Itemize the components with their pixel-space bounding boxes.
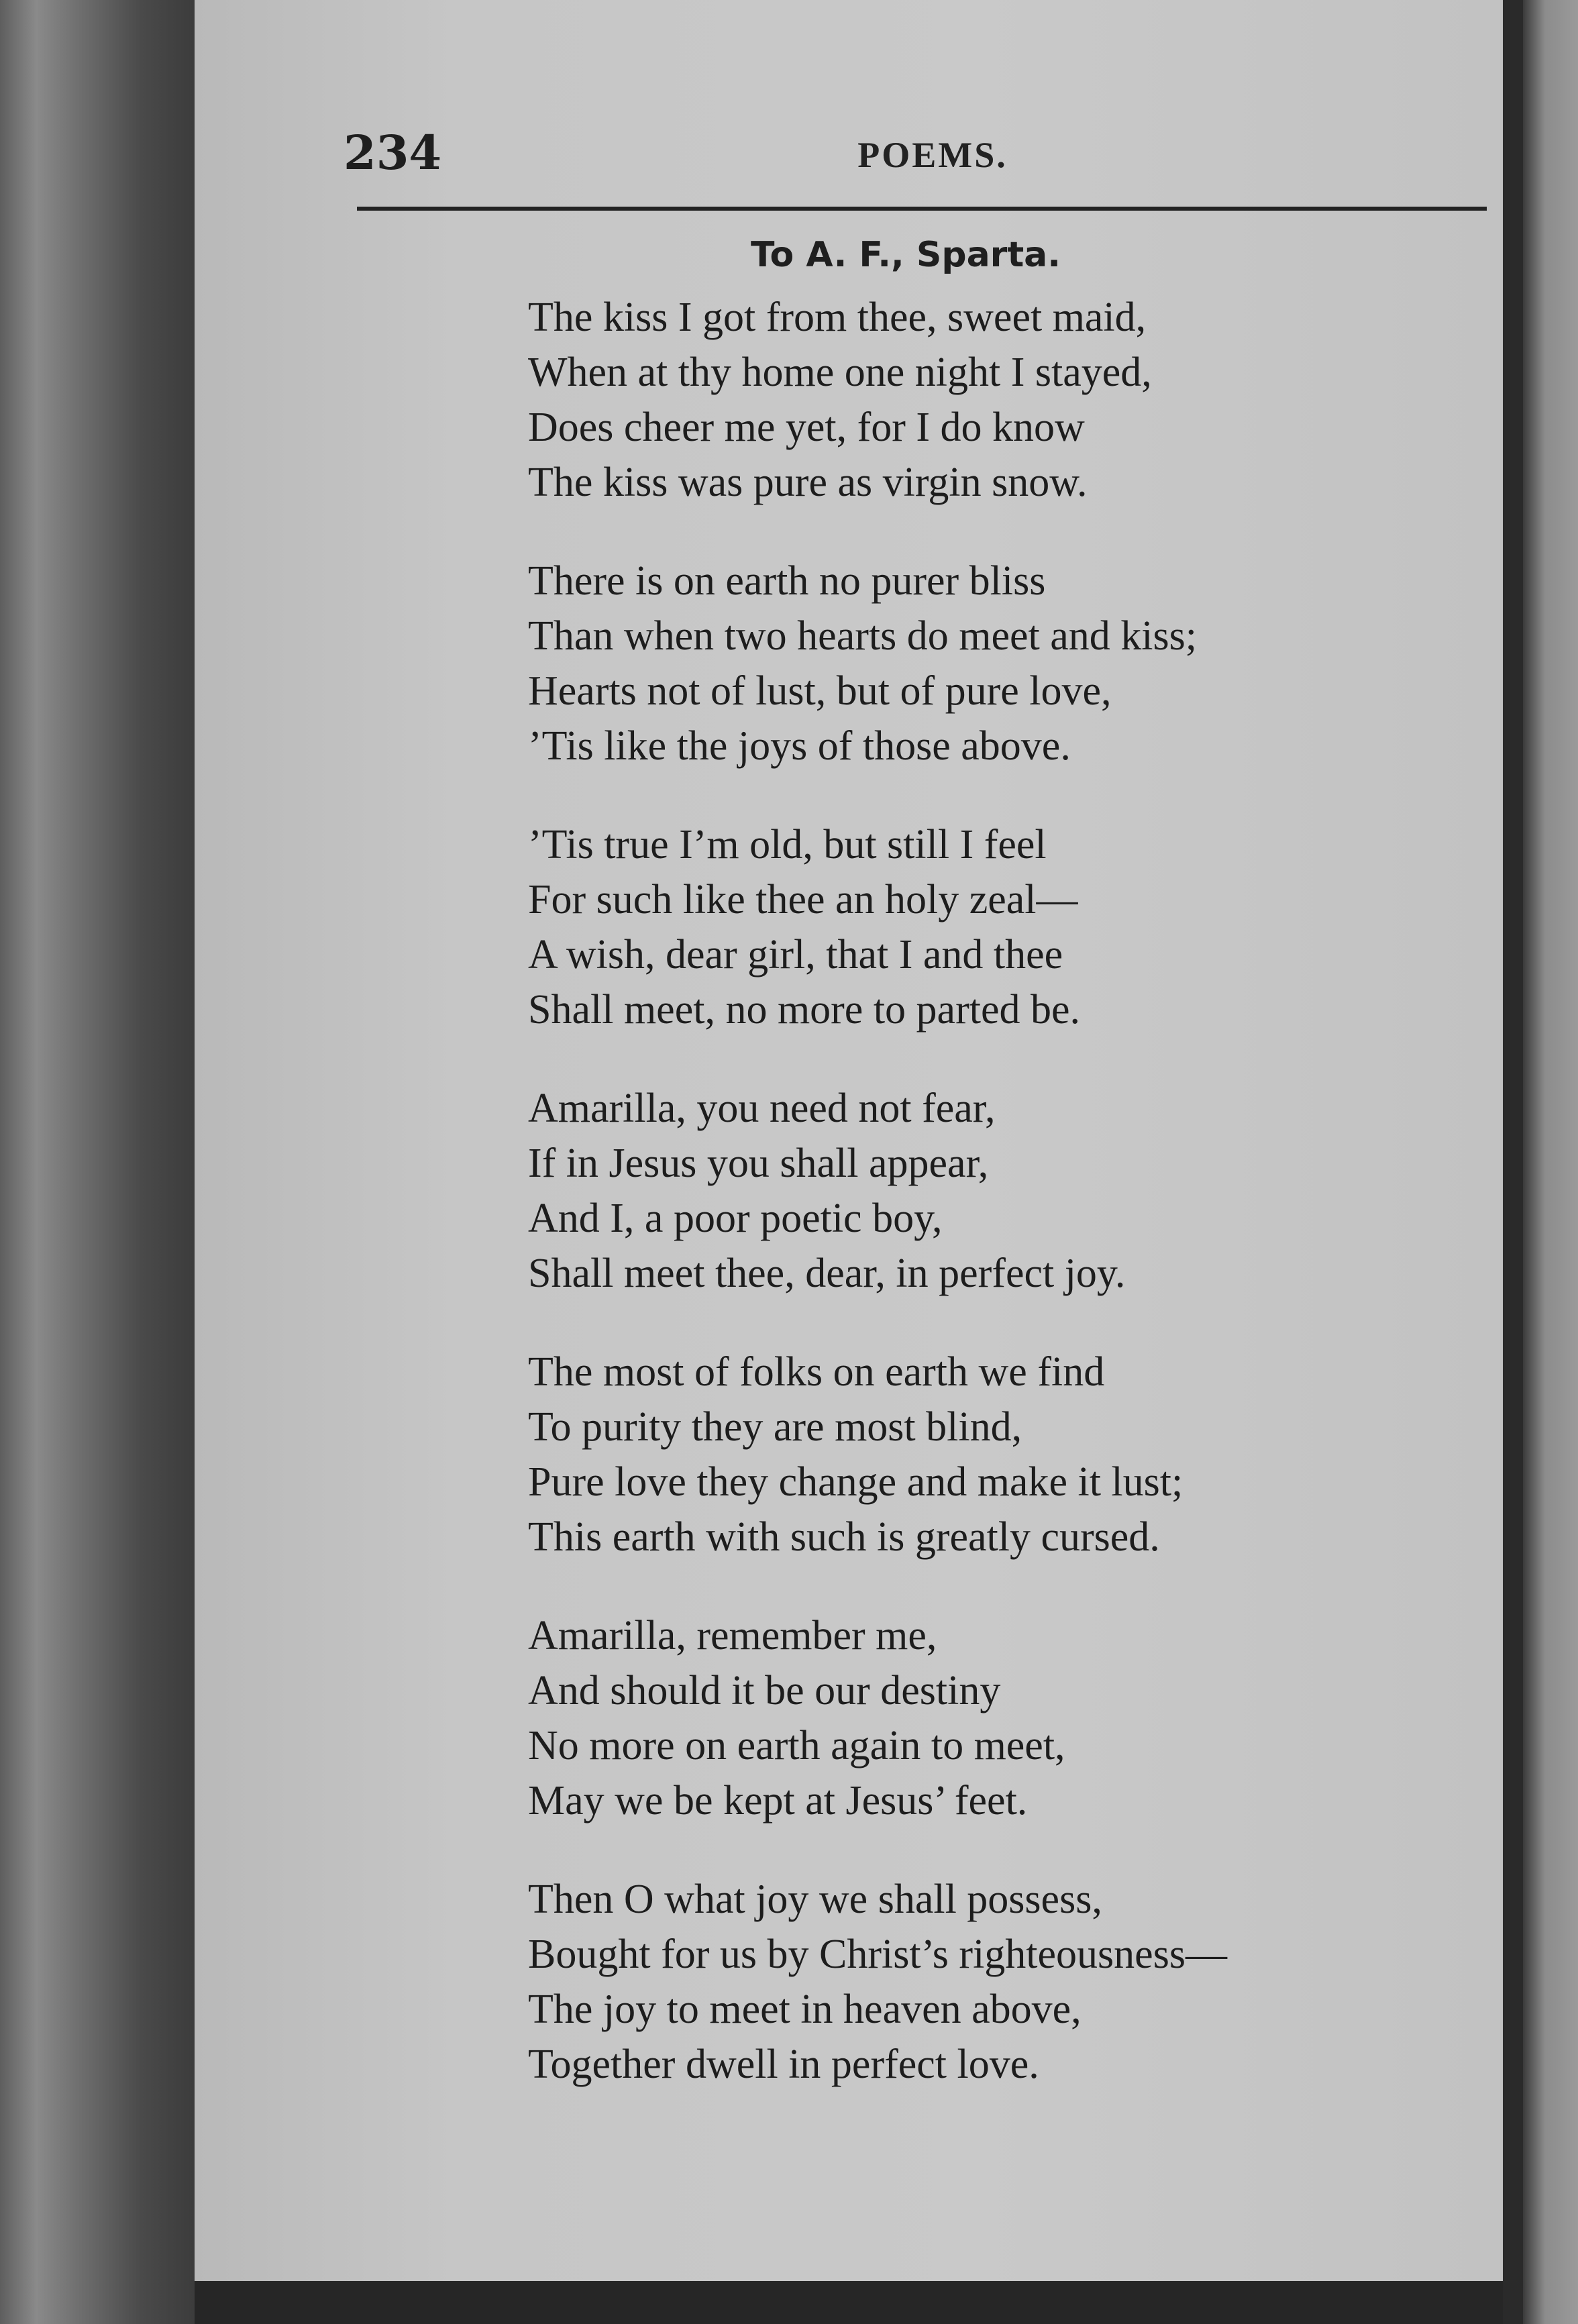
running-head: POEMS. — [857, 135, 1008, 175]
stanza — [528, 817, 1400, 1037]
book-spine-shadow — [0, 0, 201, 2324]
stanza — [528, 1872, 1400, 2092]
stanza — [528, 553, 1400, 774]
poem-line: For such like thee an holy zeal— — [528, 877, 1078, 922]
poem-line: No more on earth again to meet, — [528, 1723, 1065, 1768]
poem-title: To A. F., Sparta. — [750, 235, 1061, 275]
poem-line: The most of folks on earth we find — [528, 1349, 1105, 1395]
poem-line: There is on earth no purer bliss — [528, 558, 1046, 604]
poem-line: Then O what joy we shall possess, — [528, 1877, 1102, 1922]
poem-line: To purity they are most blind, — [528, 1404, 1022, 1450]
stanza — [528, 1081, 1400, 1301]
poem-line: The joy to meet in heaven above, — [528, 1987, 1082, 2032]
poem-line: May we be kept at Jesus’ feet. — [528, 1778, 1028, 1824]
poem-line: Than when two hearts do meet and kiss; — [528, 613, 1197, 659]
poem-line: Amarilla, remember me, — [528, 1613, 937, 1658]
stanza — [528, 1608, 1400, 1828]
poem-line: A wish, dear girl, that I and thee — [528, 932, 1063, 978]
poem-line: Pure love they change and make it lust; — [528, 1459, 1184, 1505]
page-bottom-edge — [195, 2281, 1503, 2324]
poem-line: The kiss was pure as virgin snow. — [528, 460, 1088, 505]
poem-line: Together dwell in perfect love. — [528, 2042, 1039, 2087]
adjacent-page-edge — [1503, 0, 1578, 2324]
poem-line: When at thy home one night I stayed, — [528, 350, 1152, 395]
poem-line: And should it be our destiny — [528, 1668, 1001, 1713]
poem-line: Hearts not of lust, but of pure love, — [528, 668, 1112, 714]
poem-line: Shall meet, no more to parted be. — [528, 987, 1080, 1033]
poem-line: This earth with such is greatly cursed. — [528, 1514, 1160, 1560]
poem-line: The kiss I got from thee, sweet maid, — [528, 295, 1147, 340]
poem-line: Amarilla, you need not fear, — [528, 1086, 996, 1131]
poem-line: And I, a poor poetic boy, — [528, 1196, 943, 1241]
poem-body — [528, 290, 1400, 2135]
stanza — [528, 1344, 1400, 1565]
poem-line: Does cheer me yet, for I do know — [528, 405, 1085, 450]
stanza — [528, 290, 1400, 510]
poem-line: Bought for us by Christ’s righteousness— — [528, 1932, 1227, 1977]
poem-line: ’Tis like the joys of those above. — [528, 723, 1071, 769]
header-rule — [357, 207, 1487, 211]
adjacent-page-margin — [1523, 0, 1578, 2324]
poem-line: If in Jesus you shall appear, — [528, 1141, 989, 1186]
poem-line: ’Tis true I’m old, but still I feel — [528, 822, 1047, 867]
poem-line: Shall meet thee, dear, in perfect joy. — [528, 1251, 1126, 1296]
page-number: 234 — [344, 125, 442, 180]
